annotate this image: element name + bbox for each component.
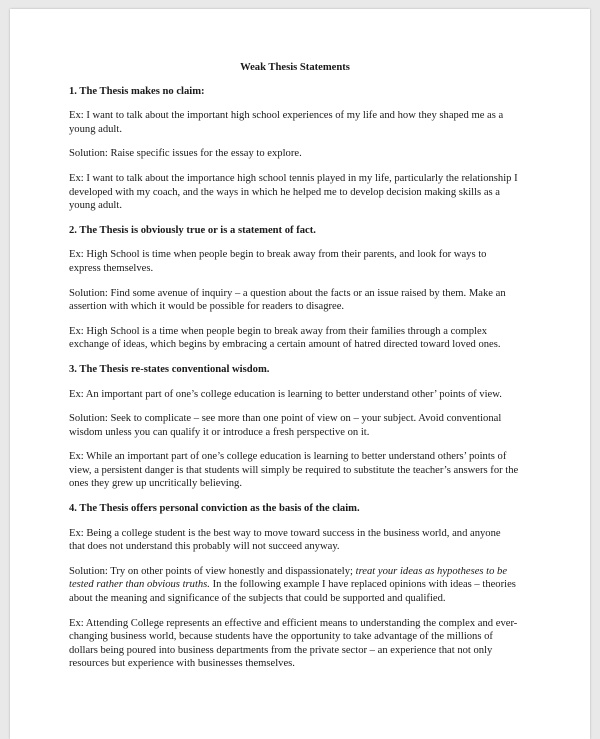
section-4-solution-tail: In the following example I have replaced opinions with ideas – theories about the meaning and significance of the subjects that could be supported and qualified. bbox=[69, 579, 516, 605]
section-4-heading: 4. The Thesis offers personal conviction as the basis of the claim. bbox=[69, 503, 360, 515]
section-2-example-weak: Ex: High School is time when people begin to break away from their parents, and look for ways to express themselves. bbox=[69, 249, 487, 274]
section-1-solution: Solution: Raise specific issues for the essay to explore. bbox=[69, 148, 302, 160]
section-4-example-weak: Ex: Being a college student is the best way to move toward success in the business world, and anyone that does not understand this probably will not succeed anyway. bbox=[69, 527, 501, 553]
section-2-example-improved: Ex: High School is a time when people begin to break away from their families through a complex exchange of ideas, which begins by embracing a certain amount of hatred directed toward loved ones. bbox=[69, 325, 501, 351]
section-4-solution-lead: Solution: Try on other points of view honestly and dispassionately; bbox=[69, 565, 356, 577]
document-content bbox=[69, 61, 519, 671]
section-3-solution: Solution: Seek to complicate – see more than one point of view on – your subject. Avoid conventional wisdom unless you can qualify it or introduce a fresh perspective on it. bbox=[69, 413, 502, 438]
section-3-example-improved: Ex: While an important part of one’s college education is learning to better understand others’ points of view, a persistent danger is that students will simply be required to substitute the teacher’s answers for the ones they grew up uncritically believing. bbox=[69, 451, 519, 490]
section-1-heading: 1. The Thesis makes no claim: bbox=[69, 85, 205, 97]
section-4-example-improved: Ex: Attending College represents an effective and efficient means to understanding the complex and ever-changing business world, because students have the opportunity to take advantage of the millions of dollars being poured into business departments from the private sector – an experience that not only resources but experience with businesses themselves. bbox=[69, 617, 518, 670]
section-3-heading: 3. The Thesis re-states conventional wisdom. bbox=[69, 363, 270, 375]
section-4-solution bbox=[69, 565, 519, 606]
section-1-example-weak: Ex: I want to talk about the important high school experiences of my life and how they shaped me as a young adult. bbox=[69, 110, 504, 135]
section-2-solution: Solution: Find some avenue of inquiry – a question about the facts or an issue raised by them. Make an assertion with which it would be possible for readers to disagree. bbox=[69, 287, 506, 313]
section-2-heading: 2. The Thesis is obviously true or is a statement of fact. bbox=[69, 224, 316, 236]
section-4-solution-italic: treat your ideas as hypotheses to be tested rather than obvious truths. bbox=[69, 565, 508, 591]
section-3-example-weak: Ex: An important part of one’s college education is learning to better understand other’ points of view. bbox=[69, 388, 502, 400]
section-1-example-improved: Ex: I want to talk about the importance high school tennis played in my life, particularly the relationship I developed with my coach, and the ways in which he helped me to develop decision making skills as a young adult. bbox=[69, 172, 518, 212]
document-page bbox=[10, 9, 590, 739]
document-title: Weak Thesis Statements bbox=[240, 62, 350, 73]
